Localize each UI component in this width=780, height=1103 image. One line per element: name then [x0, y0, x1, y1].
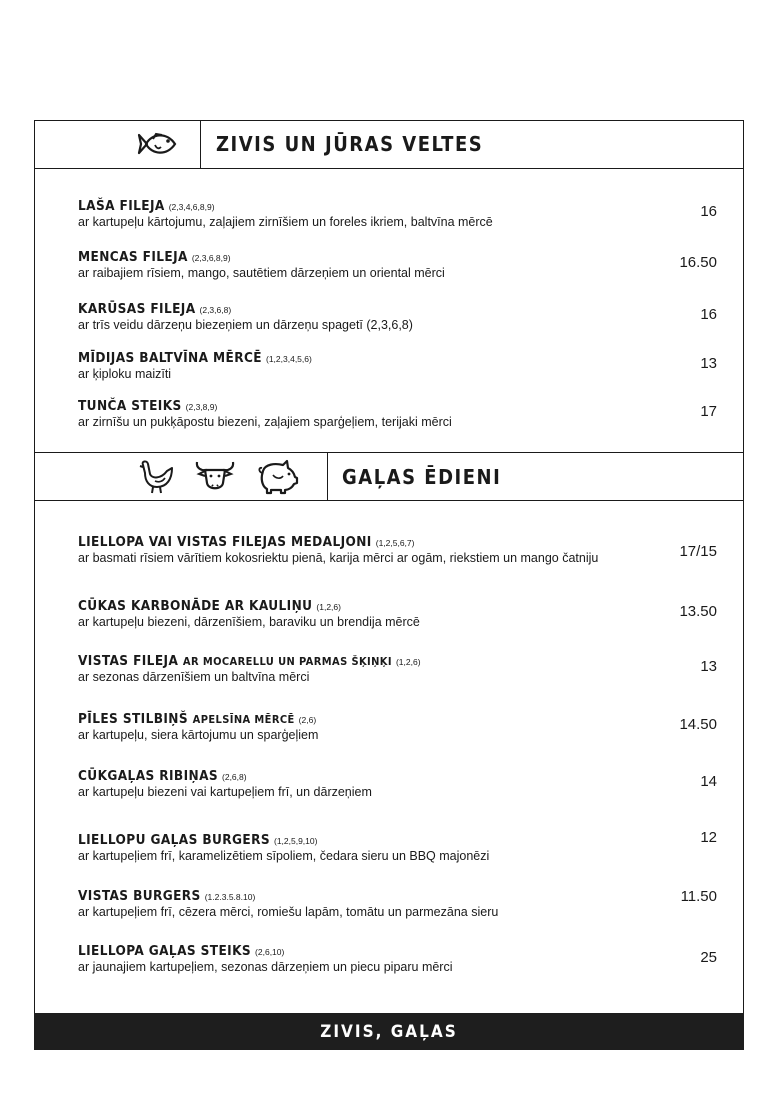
- item-allergens: (2,6,8): [222, 772, 247, 782]
- footer-bar: [34, 1013, 744, 1050]
- item-price: 13.50: [679, 603, 717, 620]
- item-name: PĪLES STILBIŅŠ: [78, 711, 188, 727]
- item-description: ar kartupeļiem frī, karamelizētiem sīpoliem, čedara sieru un BBQ majonēzi: [78, 849, 490, 863]
- menu-item: [78, 943, 718, 975]
- menu-item: [78, 888, 718, 920]
- item-description: ar trīs veidu dārzeņu biezeņiem un dārzeņu spagetī (2,3,6,8): [78, 318, 413, 332]
- pig-icon: [257, 459, 299, 495]
- item-price: 17/15: [679, 543, 717, 560]
- header-divider: [327, 453, 328, 500]
- item-description: ar kartupeļu kārtojumu, zaļajiem zirnīšiem un foreles ikriem, baltvīna mērcē: [78, 215, 493, 229]
- item-allergens: (1,2,5,6,7): [375, 538, 415, 548]
- section-title: ZIVIS UN JŪRAS VELTES: [216, 132, 484, 156]
- header-divider: [200, 120, 201, 168]
- item-name-sub: AR MOCARELLU UN PARMAS ŠĶIŅĶI: [182, 655, 392, 668]
- menu-item: [78, 598, 718, 630]
- item-allergens: (2,3,6,8,9): [191, 253, 231, 263]
- menu-item: [78, 198, 718, 230]
- item-price: 14: [700, 773, 717, 790]
- item-allergens: (2,3,4,6,8,9): [168, 202, 215, 212]
- item-allergens: (1.2.3.5.8.10): [204, 892, 256, 902]
- menu-item: [78, 350, 718, 382]
- item-allergens: (1,2,6): [395, 657, 421, 667]
- item-name: VISTAS BURGERS: [78, 888, 201, 904]
- menu-item: [78, 653, 718, 685]
- item-name: LIELLOPA GAĻAS STEIKS: [78, 943, 252, 959]
- item-allergens: (2,3,6,8): [199, 305, 232, 315]
- menu-item: [78, 534, 718, 566]
- item-allergens: (2,3,8,9): [185, 402, 218, 412]
- item-price: 13: [700, 355, 717, 372]
- item-description: ar kartupeļu, siera kārtojumu un sparģeļiem: [78, 728, 319, 742]
- item-description: ar kartupeļu biezeni, dārzenīšiem, baraviku un brendija mērcē: [78, 615, 420, 629]
- item-name: CŪKAS KARBONĀDE AR KAULIŅU: [78, 598, 313, 614]
- item-name: CŪKGAĻAS RIBIŅAS: [78, 768, 219, 784]
- item-name: MENCAS FILEJA: [78, 249, 188, 265]
- menu-item: [78, 249, 718, 281]
- item-price: 16: [700, 203, 717, 220]
- menu-item: [78, 711, 718, 743]
- item-description: ar kartupeļiem frī, cēzera mērci, romiešu lapām, tomātu un parmezāna sieru: [78, 905, 499, 919]
- item-price: 25: [700, 949, 717, 966]
- bull-icon: [193, 459, 237, 495]
- menu-item: [78, 301, 718, 333]
- item-description: ar ķiploku maizīti: [78, 367, 172, 381]
- item-name: VISTAS FILEJA: [78, 653, 179, 669]
- item-description: ar zirnīšu un pukķāpostu biezeni, zaļajiem sparģeļiem, terijaki mērci: [78, 415, 452, 429]
- item-price: 16.50: [679, 254, 717, 271]
- item-name-sub: APELSĪNA MĒRCĒ: [192, 713, 295, 726]
- item-description: ar basmati rīsiem vārītiem kokosriektu pienā, karija mērci ar ogām, riekstiem un mango čatniju: [78, 551, 599, 565]
- item-name: KARŪSAS FILEJA: [78, 301, 196, 317]
- item-name: LAŠA FILEJA: [78, 198, 165, 214]
- item-allergens: (2,6,10): [255, 947, 285, 957]
- item-price: 13: [700, 658, 717, 675]
- item-name: TUNČA STEIKS: [78, 398, 182, 414]
- item-allergens: (1,2,5,9,10): [273, 836, 318, 846]
- item-allergens: (1,2,3,4,5,6): [266, 354, 312, 364]
- meat-icons: [137, 453, 299, 500]
- menu-frame: [34, 120, 744, 1049]
- item-price: 11.50: [680, 888, 717, 905]
- item-name: LIELLOPA VAI VISTAS FILEJAS MEDALJONI: [78, 534, 372, 550]
- fish-icon: [135, 120, 177, 168]
- menu-item: [78, 768, 718, 800]
- section-header-fish: [35, 120, 743, 169]
- footer-title: ZIVIS, GAĻAS: [320, 1021, 458, 1042]
- item-price: 17: [700, 403, 717, 420]
- item-allergens: (2,6): [298, 715, 317, 725]
- item-price: 14.50: [679, 716, 717, 733]
- item-description: ar sezonas dārzenīšiem un baltvīna mērci: [78, 670, 310, 684]
- item-description: ar jaunajiem kartupeļiem, sezonas dārzeņiem un piecu piparu mērci: [78, 960, 453, 974]
- menu-item: [78, 398, 718, 430]
- chicken-icon: [137, 459, 175, 495]
- item-description: ar raibajiem rīsiem, mango, sautētiem dārzeņiem un oriental mērci: [78, 266, 445, 280]
- item-description: ar kartupeļu biezeni vai kartupeļiem frī, un dārzeņiem: [78, 785, 372, 799]
- item-name: MĪDIJAS BALTVĪNA MĒRCĒ: [78, 350, 262, 366]
- item-allergens: (1,2,6): [316, 602, 341, 612]
- section-header-meat: [35, 452, 743, 501]
- section-title: GAĻAS ĒDIENI: [342, 464, 502, 489]
- menu-item: [78, 832, 718, 864]
- item-price: 16: [700, 306, 717, 323]
- item-name: LIELLOPU GAĻAS BURGERS: [78, 832, 270, 848]
- item-price: 12: [700, 829, 717, 846]
